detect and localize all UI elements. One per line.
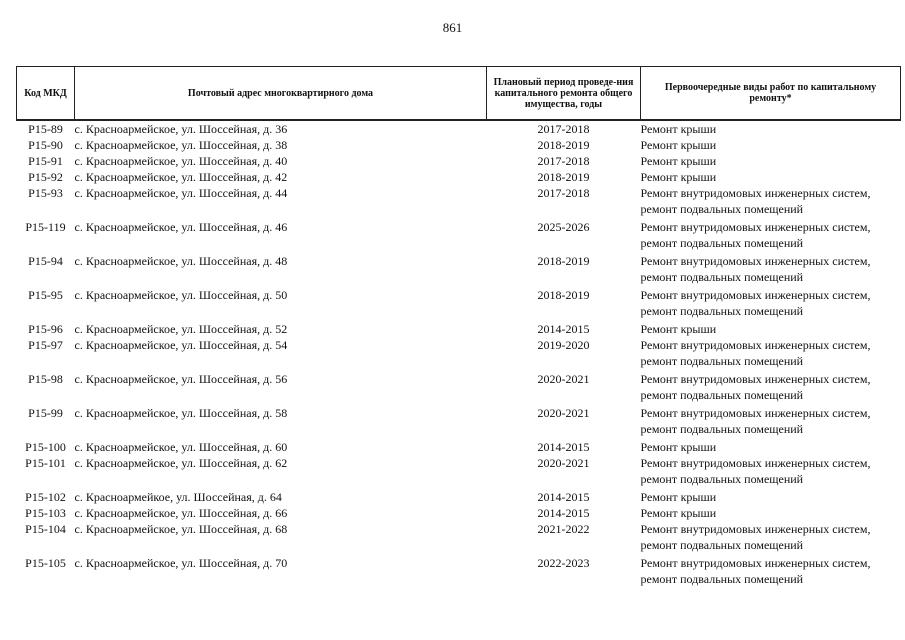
work-line: ремонт подвальных помещений <box>640 304 804 318</box>
planned-period: 2014-2015 <box>537 440 590 454</box>
header-period: Плановый период проведе-ния капитального ремонта общего имущества, годы <box>487 67 641 121</box>
postal-address: с. Красноармейское, ул. Шоссейная, д. 58 <box>74 406 288 420</box>
work-line: Ремонт внутридомовых инженерных систем, <box>640 372 871 386</box>
postal-address: с. Красноармейское, ул. Шоссейная, д. 56 <box>74 372 288 386</box>
postal-address: с. Красноармейское, ул. Шоссейная, д. 52 <box>74 322 288 336</box>
table-row <box>17 287 901 321</box>
priority-works <box>641 555 901 589</box>
postal-address: с. Красноармейское, ул. Шоссейная, д. 68 <box>74 522 288 536</box>
table-row <box>17 489 901 505</box>
work-line: Ремонт внутридомовых инженерных систем, <box>640 338 871 352</box>
work-line: Ремонт внутридомовых инженерных систем, <box>640 254 871 268</box>
work-line: ремонт подвальных помещений <box>640 572 804 586</box>
work-line: Ремонт крыши <box>640 138 717 152</box>
postal-address: с. Красноармейское, ул. Шоссейная, д. 36 <box>74 122 288 136</box>
table-row <box>17 405 901 439</box>
header-works: Первоочередные виды работ по капитальному ремонту* <box>641 67 901 121</box>
planned-period: 2017-2018 <box>537 186 590 200</box>
priority-works <box>641 405 901 439</box>
table-row <box>17 521 901 555</box>
postal-address: с. Красноармейское, ул. Шоссейная, д. 46 <box>74 220 288 234</box>
mkd-code: Р15-97 <box>28 338 63 352</box>
work-line: Ремонт крыши <box>640 506 717 520</box>
postal-address: с. Красноармейское, ул. Шоссейная, д. 40 <box>74 154 288 168</box>
table-row <box>17 185 901 219</box>
work-line: Ремонт внутридомовых инженерных систем, <box>640 220 871 234</box>
postal-address: с. Красноармейское, ул. Шоссейная, д. 60 <box>74 440 288 454</box>
priority-works <box>641 337 901 371</box>
priority-works <box>641 287 901 321</box>
planned-period: 2017-2018 <box>537 154 590 168</box>
table-row <box>17 137 901 153</box>
work-line: ремонт подвальных помещений <box>640 388 804 402</box>
priority-works <box>641 371 901 405</box>
planned-period: 2025-2026 <box>537 220 590 234</box>
work-line: Ремонт крыши <box>640 170 717 184</box>
postal-address: с. Красноармейское, ул. Шоссейная, д. 70 <box>74 556 288 570</box>
table-row <box>17 321 901 337</box>
priority-works <box>641 489 901 505</box>
planned-period: 2018-2019 <box>537 254 590 268</box>
work-line: Ремонт внутридомовых инженерных систем, <box>640 288 871 302</box>
postal-address: с. Красноармейское, ул. Шоссейная, д. 62 <box>74 456 288 470</box>
mkd-code: Р15-90 <box>28 138 63 152</box>
planned-period: 2014-2015 <box>537 322 590 336</box>
work-line: Ремонт внутридомовых инженерных систем, <box>640 406 871 420</box>
table-row <box>17 219 901 253</box>
table-row <box>17 169 901 185</box>
priority-works <box>641 253 901 287</box>
work-line: ремонт подвальных помещений <box>640 202 804 216</box>
table-row <box>17 455 901 489</box>
mkd-code: Р15-95 <box>28 288 63 302</box>
planned-period: 2020-2021 <box>537 456 590 470</box>
planned-period: 2018-2019 <box>537 138 590 152</box>
priority-works <box>641 120 901 137</box>
mkd-code: Р15-92 <box>28 170 63 184</box>
mkd-code: Р15-119 <box>25 220 66 234</box>
mkd-code: Р15-91 <box>28 154 63 168</box>
table-row <box>17 555 901 589</box>
table-row <box>17 505 901 521</box>
postal-address: с. Красноармейское, ул. Шоссейная, д. 54 <box>74 338 288 352</box>
mkd-code: Р15-94 <box>28 254 63 268</box>
priority-works <box>641 153 901 169</box>
priority-works <box>641 521 901 555</box>
work-line: ремонт подвальных помещений <box>640 354 804 368</box>
priority-works <box>641 455 901 489</box>
work-line: ремонт подвальных помещений <box>640 422 804 436</box>
mkd-code: Р15-105 <box>25 556 66 570</box>
mkd-code: Р15-89 <box>28 122 63 136</box>
mkd-code: Р15-98 <box>28 372 63 386</box>
priority-works <box>641 169 901 185</box>
work-line: Ремонт внутридомовых инженерных систем, <box>640 186 871 200</box>
planned-period: 2020-2021 <box>537 372 590 386</box>
priority-works <box>641 219 901 253</box>
work-line: Ремонт внутридомовых инженерных систем, <box>640 556 871 570</box>
work-line: Ремонт крыши <box>640 122 717 136</box>
postal-address: с. Красноармейское, ул. Шоссейная, д. 44 <box>74 186 288 200</box>
postal-address: с. Красноармейское, ул. Шоссейная, д. 42 <box>74 170 288 184</box>
work-line: Ремонт крыши <box>640 322 717 336</box>
mkd-code: Р15-93 <box>28 186 63 200</box>
work-line: Ремонт внутридомовых инженерных систем, <box>640 456 871 470</box>
mkd-code: Р15-96 <box>28 322 63 336</box>
planned-period: 2022-2023 <box>537 556 590 570</box>
postal-address: с. Красноармейское, ул. Шоссейная, д. 50 <box>74 288 288 302</box>
work-line: Ремонт крыши <box>640 154 717 168</box>
postal-address: с. Красноармейское, ул. Шоссейная, д. 48 <box>74 254 288 268</box>
postal-address: с. Красноармейское, ул. Шоссейная, д. 66 <box>74 506 288 520</box>
work-line: ремонт подвальных помещений <box>640 538 804 552</box>
mkd-code: Р15-103 <box>25 506 66 520</box>
work-line: Ремонт крыши <box>640 440 717 454</box>
work-line: ремонт подвальных помещений <box>640 472 804 486</box>
planned-period: 2019-2020 <box>537 338 590 352</box>
table-row <box>17 153 901 169</box>
work-line: ремонт подвальных помещений <box>640 236 804 250</box>
priority-works <box>641 185 901 219</box>
table-body <box>17 120 901 589</box>
table-header <box>17 67 901 121</box>
table-row <box>17 371 901 405</box>
work-line: Ремонт крыши <box>640 490 717 504</box>
priority-works <box>641 137 901 153</box>
table-row <box>17 337 901 371</box>
planned-period: 2021-2022 <box>537 522 590 536</box>
planned-period: 2014-2015 <box>537 506 590 520</box>
postal-address: с. Красноармейкое, ул. Шоссейная, д. 64 <box>74 490 282 504</box>
mkd-code: Р15-100 <box>25 440 66 454</box>
capital-repair-table <box>16 66 901 589</box>
mkd-code: Р15-104 <box>25 522 66 536</box>
priority-works <box>641 321 901 337</box>
work-line: Ремонт внутридомовых инженерных систем, <box>640 522 871 536</box>
table-row <box>17 253 901 287</box>
header-address: Почтовый адрес многоквартирного дома <box>75 67 487 121</box>
planned-period: 2014-2015 <box>537 490 590 504</box>
planned-period: 2018-2019 <box>537 170 590 184</box>
header-row <box>17 67 901 121</box>
priority-works <box>641 505 901 521</box>
mkd-code: Р15-102 <box>25 490 66 504</box>
mkd-code: Р15-99 <box>28 406 63 420</box>
planned-period: 2018-2019 <box>537 288 590 302</box>
mkd-code: Р15-101 <box>25 456 66 470</box>
header-code: Код МКД <box>17 67 75 121</box>
postal-address: с. Красноармейское, ул. Шоссейная, д. 38 <box>74 138 288 152</box>
page-number: 861 <box>442 20 463 35</box>
work-line: ремонт подвальных помещений <box>640 270 804 284</box>
priority-works <box>641 439 901 455</box>
planned-period: 2020-2021 <box>537 406 590 420</box>
table-row <box>17 120 901 137</box>
planned-period: 2017-2018 <box>537 122 590 136</box>
table-row <box>17 439 901 455</box>
